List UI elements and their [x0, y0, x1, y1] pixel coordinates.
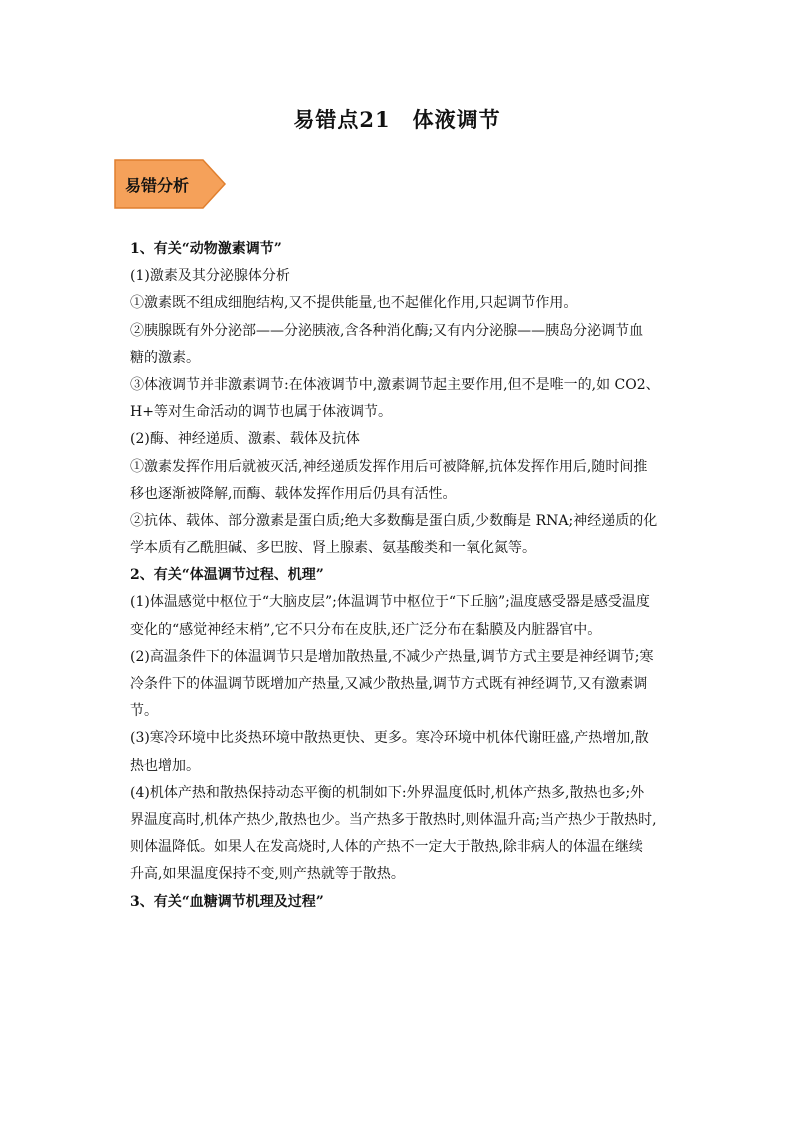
section-heading: 2、有关“体温调节过程、机理”: [130, 567, 324, 584]
body-text-line: (1)体温感觉中枢位于“大脑皮层”;体温调节中枢位于“下丘脑”;温度感受器是感受温度: [130, 594, 650, 611]
body-text-line: 糖的激素。: [130, 349, 200, 366]
body-text-line: (1)激素及其分泌腺体分析: [130, 268, 290, 285]
body-text-line: 升高,如果温度保持不变,则产热就等于散热。: [130, 866, 405, 883]
body-text-line: 移也逐渐被降解,而酶、载体发挥作用后仍具有活性。: [130, 485, 457, 502]
body-text-line: 界温度高时,机体产热少,散热也少。当产热多于散热时,则体温升高;当产热少于散热时,: [130, 811, 657, 828]
section-banner: [113, 158, 228, 210]
body-text-line: ③体液调节并非激素调节:在体液调节中,激素调节起主要作用,但不是唯一的,如 CO2、: [130, 376, 660, 393]
body-text-line: 节。: [130, 703, 158, 720]
body-text-line: 则体温降低。如果人在发高烧时,人体的产热不一定大于散热,除非病人的体温在继续: [130, 839, 643, 856]
body-text-line: 学本质有乙酰胆碱、多巴胺、肾上腺素、氨基酸类和一氧化氮等。: [130, 540, 536, 557]
body-text-line: H+等对生命活动的调节也属于体液调节。: [130, 404, 392, 421]
section-heading: 1、有关“动物激素调节”: [130, 241, 282, 257]
section-banner-label: 易错分析: [125, 176, 190, 195]
body-text-line: 热也增加。: [130, 757, 200, 774]
body-text-line: ①激素既不组成细胞结构,又不提供能量,也不起催化作用,只起调节作用。: [130, 295, 578, 312]
body-text-line: (2)高温条件下的体温调节只是增加散热量,不减少产热量,调节方式主要是神经调节;寒: [130, 648, 654, 665]
body-text-line: (4)机体产热和散热保持动态平衡的机制如下:外界温度低时,机体产热多,散热也多;外: [130, 784, 645, 801]
body-text-line: 冷条件下的体温调节既增加产热量,又减少散热量,调节方式既有神经调节,又有激素调: [130, 676, 648, 692]
body-text-line: (2)酶、神经递质、激素、载体及抗体: [130, 431, 360, 448]
body-text-line: ②抗体、载体、部分激素是蛋白质;绝大多数酶是蛋白质,少数酶是 RNA;神经递质的化: [130, 512, 658, 529]
body-text-line: ②胰腺既有外分泌部——分泌胰液,含各种消化酶;又有内分泌腺——胰岛分泌调节血: [130, 322, 644, 339]
section-heading: 3、有关“血糖调节机理及过程”: [130, 893, 324, 910]
body-text-line: 变化的“感觉神经末梢”,它不只分布在皮肤,还广泛分布在黏膜及内脏器官中。: [130, 621, 602, 638]
body-text-line: ①激素发挥作用后就被灭活,神经递质发挥作用后可被降解,抗体发挥作用后,随时间推: [130, 458, 648, 475]
page-title: 易错点21 体液调节: [293, 107, 501, 132]
body-text-line: (3)寒冷环境中比炎热环境中散热更快、更多。寒冷环境中机体代谢旺盛,产热增加,散: [130, 730, 649, 747]
document-body: [130, 236, 678, 916]
